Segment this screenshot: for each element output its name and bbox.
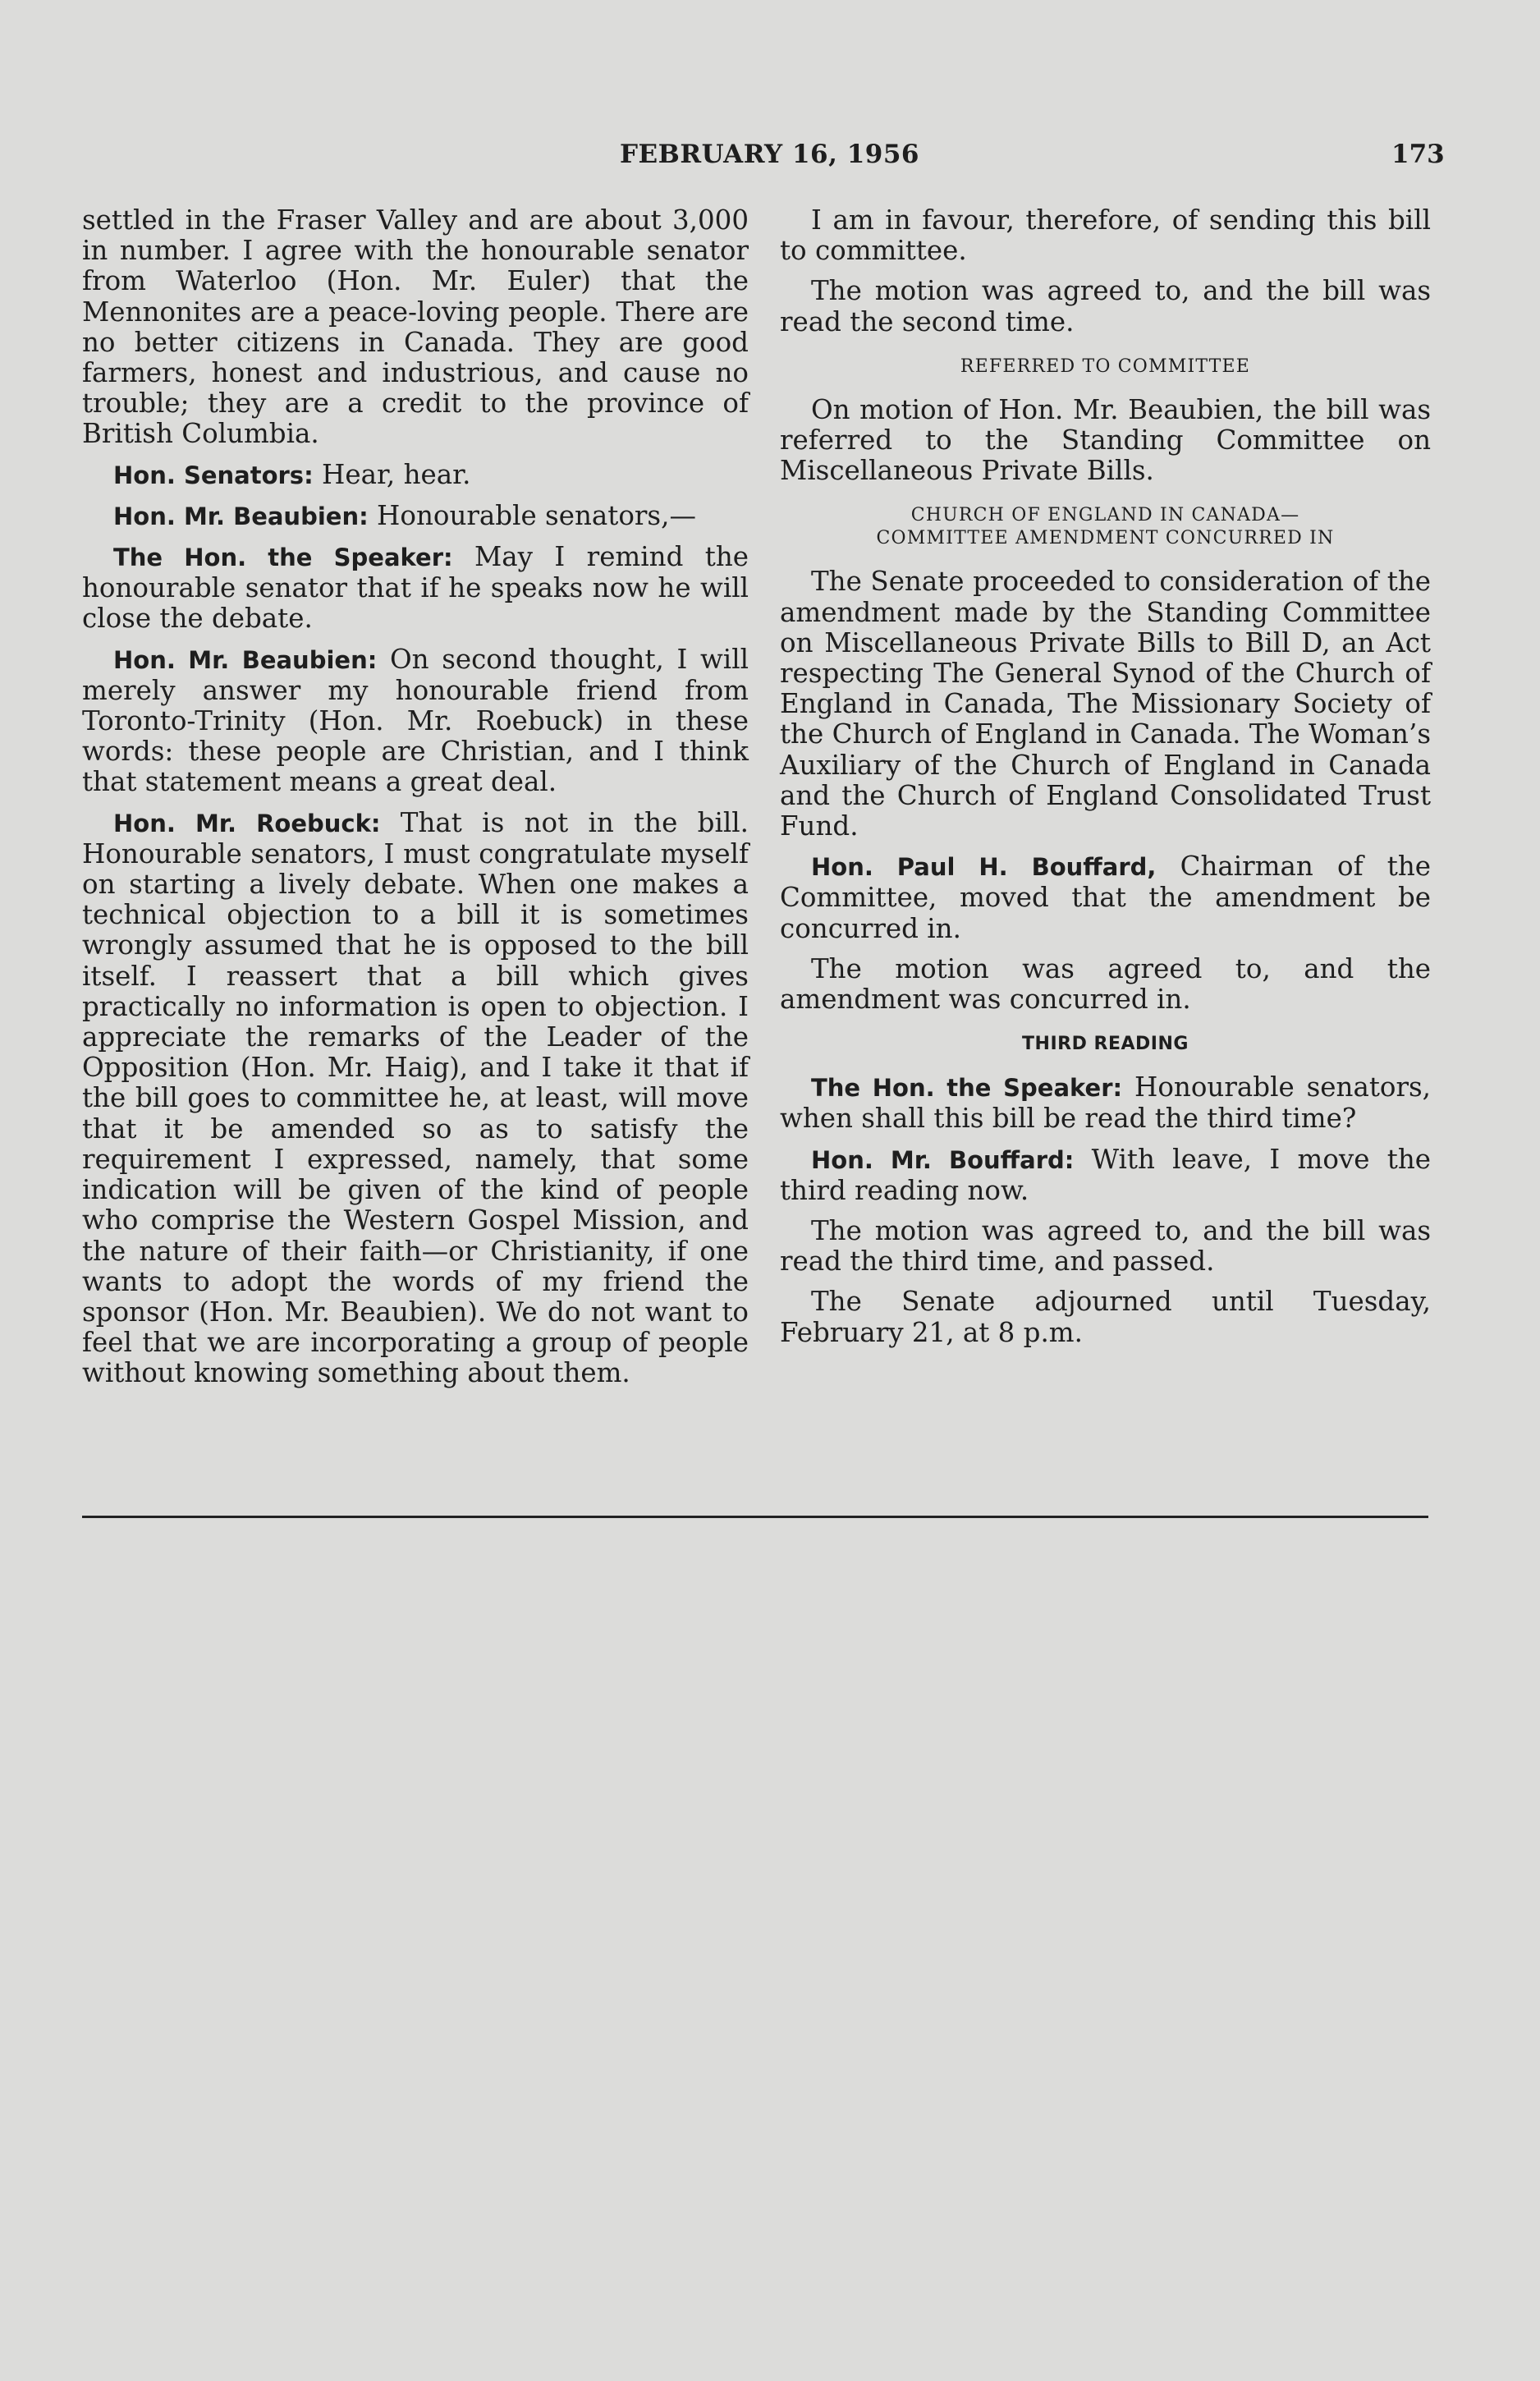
speech-text: Hear, hear.	[313, 458, 471, 490]
paragraph	[780, 1145, 1431, 1206]
paragraph: settled in the Fraser Valley and are about 3,000 in number. I agree with the honourable senator from Waterloo (Hon. Mr. Euler) that the Mennonites are a peace-loving people. There are no better citizens in Canada. They are good farmers, honest and industrious, and cause no trouble; they are a credit to the province of British Columbia.	[82, 204, 749, 450]
right-column	[780, 205, 1431, 1358]
paragraph: The Senate proceeded to consideration of the amendment made by the Standing Committee on Miscellaneous Private Bills to Bill D, an Act respecting The General Synod of the Church of England in Canada, The Missionary Society of the Church of England in Canada. The Woman’s Auxiliary of the Church of England in Canada and the Church of England Consolidated Trust Fund.	[780, 566, 1431, 842]
speaker-name: Hon. Mr. Beaubien:	[113, 645, 378, 674]
paragraph	[82, 501, 749, 532]
speaker-name: Hon. Senators:	[113, 461, 314, 489]
paragraph	[82, 542, 749, 635]
paragraph: I am in favour, therefore, of sending this bill to committee.	[780, 204, 1431, 267]
paragraph: The motion was agreed to, and the amendment was concurred in.	[780, 952, 1431, 1016]
page-header	[0, 140, 1540, 181]
speech-text: That is not in the bill. Honourable senators, I must congratulate myself on starting a lively debate. When one makes a technical objection to a bill it is sometimes wrongly assumed that he is opposed to the bill itself. I reassert that a bill which gives practically no information is open to objection. I appreciate the remarks of the Leader of the Opposition (Hon. Mr. Haig), and I take it that if the bill goes to committee he, at least, will move that it be amended so as to satisfy the requirement I expressed, namely, that some indication will be given of the kind of people who comprise the Western Gospel Mission, and the nature of their faith—or Christianity, if one wants to adopt the words of my friend the sponsor (Hon. Mr. Beaubien). We do not want to feel that we are incorporating a group of people without knowing something about them.	[82, 806, 749, 1389]
section-divider	[82, 1516, 1428, 1518]
speech-text: On second thought, I will merely answer my honourable friend from Toronto-Trinity (Hon. Mr. Roebuck) in these words: these people are Christian, and I think that statement means a great deal.	[82, 643, 749, 798]
speech-text: May I remind the honourable senator that if he speaks now he will close the debate.	[82, 541, 749, 635]
speech-text: Honourable senators,—	[368, 499, 696, 531]
paragraph: The Senate adjourned until Tuesday, February 21, at 8 p.m.	[780, 1286, 1431, 1348]
paragraph	[82, 460, 749, 491]
section-heading	[780, 504, 1431, 550]
page-date: FEBRUARY 16, 1956	[620, 140, 919, 169]
speech-text: Chairman of the Committee, moved that the amendment be concurred in.	[780, 851, 1432, 944]
section-heading-line: CHURCH OF ENGLAND IN CANADA—	[910, 505, 1300, 526]
paragraph	[82, 808, 749, 1389]
section-heading: THIRD READING	[1022, 1034, 1189, 1055]
page-number: 173	[1391, 140, 1445, 169]
section-heading: REFERRED TO COMMITTEE	[960, 356, 1251, 377]
paragraph: On motion of Hon. Mr. Beaubien, the bill was referred to the Standing Committee on Miscellaneous Private Bills.	[780, 393, 1431, 487]
speaker-name: The Hon. the Speaker:	[811, 1074, 1123, 1103]
left-column	[82, 205, 749, 1399]
paragraph: The motion was agreed to, and the bill was read the second time.	[780, 275, 1431, 337]
speaker-name: The Hon. the Speaker:	[113, 544, 453, 572]
speaker-name: Hon. Mr. Beaubien:	[113, 502, 369, 530]
speaker-name: Hon. Mr. Roebuck:	[113, 809, 381, 837]
speaker-name: Hon. Mr. Bouffard:	[811, 1145, 1075, 1174]
speech-text: With leave, I move the third reading now.	[780, 1143, 1431, 1206]
speaker-name: Hon. Paul H. Bouffard,	[811, 853, 1157, 882]
paragraph: The motion was agreed to, and the bill was read the third time, and passed.	[780, 1215, 1431, 1278]
speech-text: Honourable senators, when shall this bill be read the third time?	[780, 1071, 1431, 1135]
section-heading-line: COMMITTEE AMENDMENT CONCURRED IN	[876, 528, 1335, 549]
paragraph	[82, 645, 749, 798]
paragraph	[780, 1072, 1431, 1134]
paragraph	[780, 851, 1431, 944]
